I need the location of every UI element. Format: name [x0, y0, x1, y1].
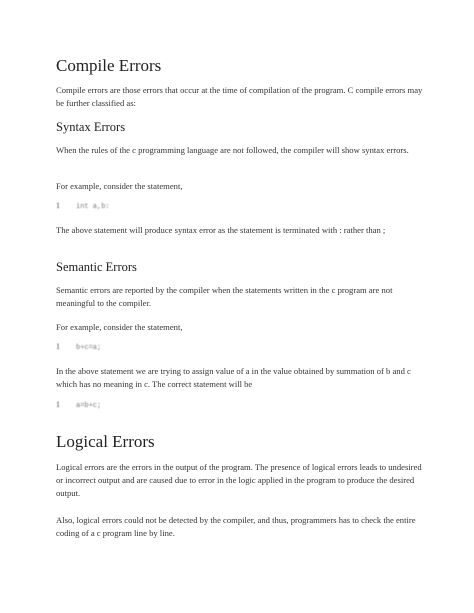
code-line-number: 1: [56, 342, 60, 351]
syntax-example-intro: For example, consider the statement,: [56, 181, 183, 191]
code-line-number: 1: [56, 201, 60, 210]
semantic-errors-description: Semantic errors are reported by the compiler when the statements written in the c program are not meaningful to the compiler.: [56, 285, 393, 308]
semantic-correct-code-text: a=b+c;: [76, 402, 102, 410]
semantic-errors-heading: Semantic Errors: [56, 260, 137, 274]
syntax-errors-description: When the rules of the c programming language are not followed, the compiler will show syntax errors.: [56, 145, 409, 155]
syntax-code-line: [56, 201, 256, 213]
semantic-errors-explanation: In the above statement we are trying to assign value of a in the value obtained by summation of b and c which has no meaning in c. The correct statement will be: [56, 366, 411, 389]
compile-errors-heading: Compile Errors: [56, 56, 162, 75]
logical-errors-description: Logical errors are the errors in the output of the program. The presence of logical errors leads to undesired or incorrect output and are caused due to error in the logic applied in the program to produce the desired output.: [56, 462, 422, 498]
semantic-code-line: [56, 342, 256, 354]
syntax-code-text: int a,b:: [76, 203, 110, 211]
code-line-number: 1: [56, 400, 60, 409]
logical-errors-heading: Logical Errors: [56, 432, 155, 451]
semantic-correct-code-line: [56, 400, 256, 412]
semantic-code-text: b+c=a;: [76, 344, 102, 352]
compile-errors-intro: Compile errors are those errors that occur at the time of compilation of the program. C compile errors may be further classified as:: [56, 85, 423, 108]
logical-errors-detection: Also, logical errors could not be detected by the compiler, and thus, programmers has to check the entire coding of a c program line by line.: [56, 515, 416, 538]
semantic-example-intro: For example, consider the statement,: [56, 322, 183, 332]
syntax-errors-heading: Syntax Errors: [56, 120, 126, 134]
syntax-errors-explanation: The above statement will produce syntax error as the statement is terminated with : rather than ;: [56, 225, 386, 235]
